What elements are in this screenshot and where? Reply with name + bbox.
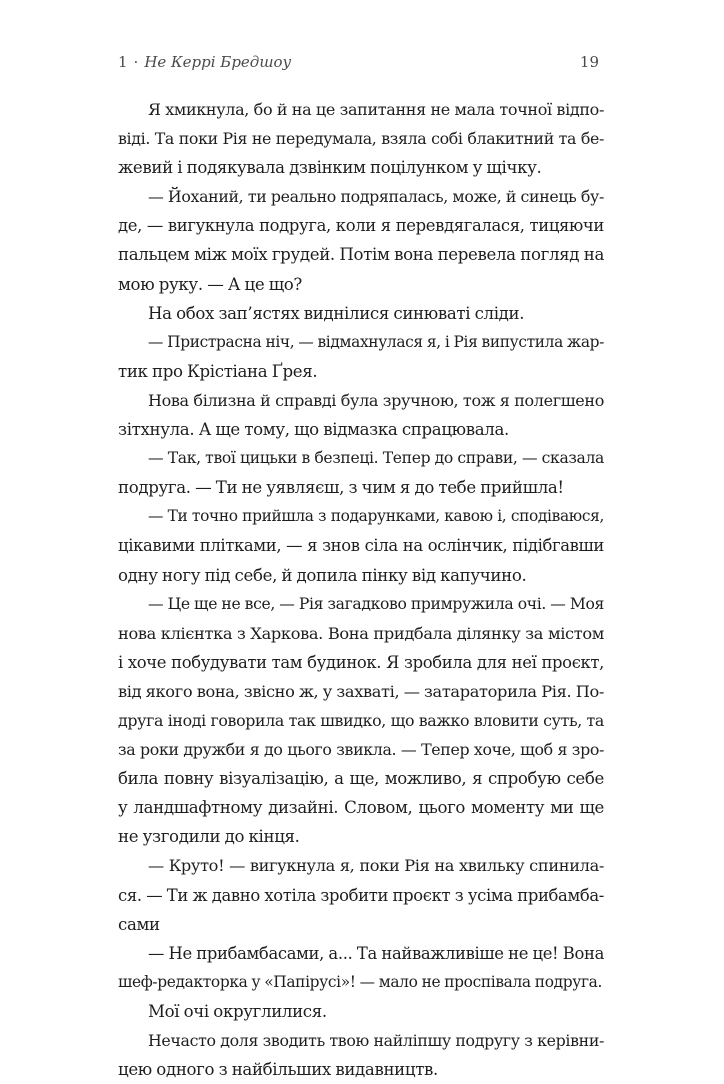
text-line: Нечасто доля зводить твою найліпшу подругу з керівни- bbox=[148, 1031, 604, 1050]
text-line: цею одного з найбільших видавництв. bbox=[118, 1060, 438, 1080]
header-separator: · bbox=[133, 53, 139, 71]
text-line: де, — вигукнула подруга, коли я перевдягалася, тицяючи bbox=[118, 216, 604, 236]
text-line: у ландшафтному дизайні. Словом, цього моменту ми ще bbox=[118, 798, 604, 818]
text-line: пальцем між моїх грудей. Потім вона перевела погляд на bbox=[118, 245, 604, 265]
text-line: не узгодили до кінця. bbox=[118, 827, 300, 847]
text-line: друга іноді говорила так швидко, що важко вловити суть, та bbox=[118, 710, 604, 730]
text-line: — Не прибамбасами, а... Та найважливіше не це! Вона bbox=[148, 943, 604, 963]
page-number: 19 bbox=[579, 53, 599, 71]
text-line: Нова білизна й справді була зручною, тож я полегшено bbox=[148, 390, 604, 410]
text-line: тик про Крістіана Ґрея. bbox=[118, 361, 318, 381]
text-line: — Ти точно прийшла з подарунками, кавою і, сподіваюся, bbox=[148, 507, 604, 526]
text-line: — Це ще не все, — Рія загадково примружила очі. — Моя bbox=[148, 594, 604, 613]
chapter-number: 1 bbox=[118, 53, 128, 71]
text-line: ся. — Ти ж давно хотіла зробити проєкт з усіма прибамба- bbox=[118, 885, 604, 905]
text-line: — Круто! — вигукнула я, поки Рія на хвильку спинила- bbox=[148, 856, 604, 876]
text-line: нова клієнтка з Харкова. Вона придбала ділянку за містом bbox=[118, 623, 604, 643]
text-line: сами bbox=[118, 914, 160, 934]
text-line: віді. Та поки Рія не передумала, взяла собі блакитний та бе- bbox=[118, 129, 604, 149]
text-line: — Так, твої цицьки в безпеці. Тепер до справи, — сказала bbox=[148, 449, 604, 468]
text-line: від якого вона, звісно ж, у захваті, — затараторила Рія. По- bbox=[118, 681, 604, 701]
text-line: Я хмикнула, бо й на це запитання не мала точної відпо- bbox=[148, 100, 604, 119]
text-line: — Пристрасна ніч, — відмахнулася я, і Рія випустила жар- bbox=[148, 332, 604, 351]
text-line: одну ногу під себе, й допила пінку від капучино. bbox=[118, 565, 527, 585]
text-line: жевий і подякувала дзвінким поцілунком у щічку. bbox=[118, 158, 542, 178]
running-head bbox=[118, 50, 599, 74]
text-line: подруга. — Ти не уявляєш, з чим я до тебе прийшла! bbox=[118, 478, 564, 498]
text-line: зітхнула. А ще тому, що відмазка спрацювала. bbox=[118, 420, 509, 440]
chapter-title: Не Керрі Бредшоу bbox=[144, 53, 292, 71]
text-line: і хоче побудувати там будинок. Я зробила для неї проєкт, bbox=[118, 652, 604, 672]
text-line: мою руку. — А це що? bbox=[118, 274, 302, 294]
text-line: шеф-редакторка у «Папірусі»! — мало не проспівала подруга. bbox=[118, 972, 603, 991]
text-line: цікавими плітками, — я знов сіла на ослінчик, підібгавши bbox=[118, 536, 604, 556]
body-text bbox=[118, 95, 604, 1084]
text-line: за роки дружби я до цього звикла. — Тепер хоче, щоб я зро- bbox=[118, 740, 604, 760]
text-line: Мої очі округлилися. bbox=[148, 1001, 327, 1021]
text-line: била повну візуалізацію, а ще, можливо, я спробую себе bbox=[118, 769, 604, 789]
text-line: — Йоханий, ти реально подряпалась, може, й синець бу- bbox=[148, 187, 604, 207]
chapter-label bbox=[118, 50, 291, 74]
text-line: На обох зап’ястях виднілися синюваті сліди. bbox=[148, 303, 525, 323]
